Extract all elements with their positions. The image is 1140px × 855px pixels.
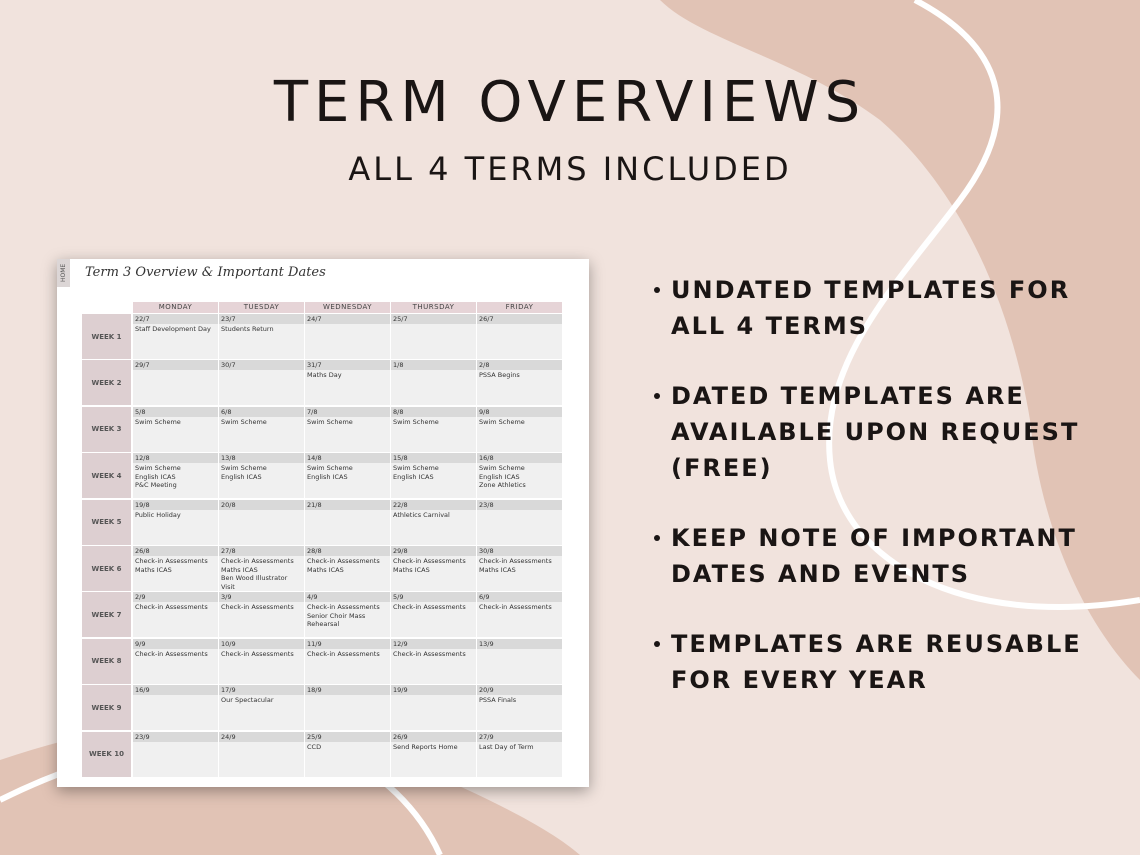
cell-date: 26/8 [133, 546, 218, 556]
day-header: MONDAY [133, 302, 218, 313]
cell-date: 31/7 [305, 360, 390, 370]
cell-date: 17/9 [219, 685, 304, 695]
cell-events: Check-in Assessments Senior Choir Mass Rehearsal [307, 603, 380, 629]
cell-date: 7/8 [305, 407, 390, 417]
page-subtitle: ALL 4 TERMS INCLUDED [348, 150, 792, 188]
cell-events [477, 324, 562, 326]
cell-events: Swim Scheme English ICAS Zone Athletics [479, 464, 526, 490]
cell-date: 25/9 [305, 732, 390, 742]
day-cell[interactable] [391, 546, 476, 591]
cell-date: 2/8 [477, 360, 562, 370]
cell-date: 5/8 [133, 407, 218, 417]
cell-date: 25/7 [391, 314, 476, 324]
cell-date: 12/8 [133, 453, 218, 463]
cell-events: Check-in Assessments Maths ICAS [307, 557, 380, 574]
day-cell[interactable] [219, 639, 304, 684]
cell-date: 21/8 [305, 500, 390, 510]
cell-events [477, 510, 562, 512]
week-label: WEEK 1 [82, 314, 131, 359]
day-cell[interactable] [477, 592, 562, 637]
cell-date: 29/7 [133, 360, 218, 370]
day-cell[interactable] [305, 592, 390, 637]
cell-date: 30/8 [477, 546, 562, 556]
bullet-dot-icon [654, 535, 660, 541]
cell-events [219, 370, 304, 372]
cell-date: 20/9 [477, 685, 562, 695]
cell-date: 2/9 [133, 592, 218, 602]
cell-events: Swim Scheme [479, 417, 525, 426]
cell-events [391, 370, 476, 372]
feature-item [652, 626, 1122, 698]
day-cell[interactable] [477, 685, 562, 730]
day-cell[interactable] [477, 500, 562, 545]
cell-date: 9/8 [477, 407, 562, 417]
cell-date: 10/9 [219, 639, 304, 649]
week-label: WEEK 10 [82, 732, 131, 777]
cell-events: Check-in Assessments [135, 603, 208, 612]
day-cell[interactable] [219, 360, 304, 405]
week-label: WEEK 3 [82, 407, 131, 452]
cell-date: 16/8 [477, 453, 562, 463]
cell-events [133, 695, 218, 697]
day-cell[interactable] [391, 639, 476, 684]
day-cell[interactable] [305, 639, 390, 684]
feature-text: TEMPLATES ARE REUSABLE FOR EVERY YEAR [671, 630, 1082, 694]
day-cell[interactable] [477, 546, 562, 591]
cell-events [133, 742, 218, 744]
day-cell[interactable] [219, 453, 304, 498]
day-cell[interactable] [305, 314, 390, 359]
cell-date: 16/9 [133, 685, 218, 695]
cell-date: 9/9 [133, 639, 218, 649]
cell-date: 22/8 [391, 500, 476, 510]
day-cell[interactable] [219, 732, 304, 777]
day-cell[interactable] [477, 639, 562, 684]
cell-date: 26/7 [477, 314, 562, 324]
cell-events: Swim Scheme English ICAS [221, 464, 267, 481]
week-label: WEEK 6 [82, 546, 131, 591]
day-cell[interactable] [305, 407, 390, 452]
week-label: WEEK 8 [82, 639, 131, 684]
cell-date: 30/7 [219, 360, 304, 370]
cell-date: 28/8 [305, 546, 390, 556]
day-cell[interactable] [391, 360, 476, 405]
cell-date: 23/9 [133, 732, 218, 742]
week-label: WEEK 5 [82, 500, 131, 545]
cell-events: Swim Scheme English ICAS [393, 464, 439, 481]
feature-item [652, 520, 1122, 592]
cell-date: 13/8 [219, 453, 304, 463]
day-cell[interactable] [391, 407, 476, 452]
cell-events: Check-in Assessments [135, 649, 208, 658]
cell-events: Staff Development Day [135, 325, 211, 333]
cell-events [305, 324, 390, 326]
week-label: WEEK 7 [82, 592, 131, 637]
cell-date: 22/7 [133, 314, 218, 324]
day-cell[interactable] [305, 500, 390, 545]
cell-date: 12/9 [391, 639, 476, 649]
day-cell[interactable] [477, 453, 562, 498]
day-cell[interactable] [391, 453, 476, 498]
cell-events [305, 510, 390, 512]
day-cell[interactable] [219, 407, 304, 452]
cell-events: PSSA Begins [479, 371, 520, 380]
cell-events: Swim Scheme English ICAS P&C Meeting [135, 464, 181, 490]
cell-date: 8/8 [391, 407, 476, 417]
day-header: TUESDAY [219, 302, 304, 313]
cell-events: Swim Scheme [221, 417, 267, 426]
day-cell[interactable] [391, 592, 476, 637]
cell-date: 26/9 [391, 732, 476, 742]
day-cell[interactable] [305, 360, 390, 405]
cell-events: Check-in Assessments [393, 649, 466, 658]
day-cell[interactable] [219, 685, 304, 730]
cell-date: 27/8 [219, 546, 304, 556]
day-cell[interactable] [133, 314, 218, 359]
day-cell[interactable] [133, 639, 218, 684]
cell-events [219, 510, 304, 512]
sheet-title: Term 3 Overview & Important Dates [85, 265, 326, 280]
day-cell[interactable] [477, 314, 562, 359]
page-title: TERM OVERVIEWS [273, 70, 867, 135]
day-cell[interactable] [305, 732, 390, 777]
day-cell[interactable] [133, 453, 218, 498]
cell-events: Swim Scheme [135, 417, 181, 426]
cell-events: Check-in Assessments [479, 603, 552, 612]
cell-events: Check-in Assessments [221, 649, 294, 658]
cell-date: 1/8 [391, 360, 476, 370]
cell-date: 19/9 [391, 685, 476, 695]
cell-events: Check-in Assessments [307, 649, 380, 658]
cell-date: 6/8 [219, 407, 304, 417]
feature-item [652, 272, 1122, 344]
cell-date: 20/8 [219, 500, 304, 510]
cell-events: Swim Scheme [393, 417, 439, 426]
cell-events: Check-in Assessments Maths ICAS Ben Wood Illustrator Visit [221, 557, 294, 591]
cell-events [391, 695, 476, 697]
cell-date: 13/9 [477, 639, 562, 649]
cell-events: Public Holiday [135, 510, 181, 519]
cell-events: Athletics Carnival [393, 510, 450, 519]
day-cell[interactable] [305, 453, 390, 498]
day-cell[interactable] [391, 685, 476, 730]
cell-events [391, 324, 476, 326]
feature-list [652, 272, 1122, 732]
feature-text: UNDATED TEMPLATES FOR ALL 4 TERMS [671, 276, 1071, 340]
cell-date: 23/8 [477, 500, 562, 510]
day-cell[interactable] [133, 732, 218, 777]
week-label: WEEK 9 [82, 685, 131, 730]
cell-events: Our Spectacular [221, 696, 274, 705]
day-cell[interactable] [133, 546, 218, 591]
day-header: WEDNESDAY [305, 302, 390, 313]
day-cell[interactable] [305, 546, 390, 591]
day-cell[interactable] [133, 500, 218, 545]
cell-events: CCD [307, 742, 322, 751]
cell-events [305, 695, 390, 697]
cell-date: 5/9 [391, 592, 476, 602]
cell-date: 18/9 [305, 685, 390, 695]
day-cell[interactable] [219, 592, 304, 637]
day-cell[interactable] [133, 360, 218, 405]
day-cell[interactable] [219, 500, 304, 545]
day-cell[interactable] [477, 732, 562, 777]
cell-events: Swim Scheme English ICAS [307, 464, 353, 481]
cell-events: Last Day of Term [479, 742, 534, 751]
cell-events: Send Reports Home [393, 742, 458, 751]
cell-date: 15/8 [391, 453, 476, 463]
day-cell[interactable] [391, 500, 476, 545]
cell-date: 19/8 [133, 500, 218, 510]
day-header: THURSDAY [391, 302, 476, 313]
week-label: WEEK 4 [82, 453, 131, 498]
cell-date: 6/9 [477, 592, 562, 602]
week-label: WEEK 2 [82, 360, 131, 405]
bullet-dot-icon [654, 393, 660, 399]
cell-date: 4/9 [305, 592, 390, 602]
cell-events: Students Return [221, 325, 274, 333]
cell-events [133, 370, 218, 372]
cell-events: Check-in Assessments Maths ICAS [393, 557, 466, 574]
cell-events: Check-in Assessments [393, 603, 466, 612]
cell-date: 27/9 [477, 732, 562, 742]
cell-events [477, 649, 562, 651]
term-overview-sheet [57, 259, 589, 787]
bullet-dot-icon [654, 641, 660, 647]
cell-events: Swim Scheme [307, 417, 353, 426]
cell-events: Check-in Assessments Maths ICAS [135, 557, 208, 574]
cell-date: 11/9 [305, 639, 390, 649]
cell-date: 24/9 [219, 732, 304, 742]
day-cell[interactable] [133, 592, 218, 637]
feature-text: KEEP NOTE OF IMPORTANT DATES AND EVENTS [671, 524, 1077, 588]
day-cell[interactable] [391, 314, 476, 359]
day-cell[interactable] [133, 685, 218, 730]
cell-date: 14/8 [305, 453, 390, 463]
day-cell[interactable] [305, 685, 390, 730]
cell-events: Maths Day [307, 371, 342, 380]
bullet-dot-icon [654, 287, 660, 293]
feature-item [652, 378, 1122, 486]
day-cell[interactable] [477, 360, 562, 405]
cell-date: 29/8 [391, 546, 476, 556]
cell-date: 24/7 [305, 314, 390, 324]
home-tab[interactable]: HOME [57, 259, 70, 287]
day-cell[interactable] [391, 732, 476, 777]
day-cell[interactable] [219, 546, 304, 591]
cell-date: 3/9 [219, 592, 304, 602]
cell-events [219, 742, 304, 744]
cell-events: Check-in Assessments [221, 603, 294, 612]
cell-events: PSSA Finals [479, 696, 517, 705]
cell-events: Check-in Assessments Maths ICAS [479, 557, 552, 574]
day-header: FRIDAY [477, 302, 562, 313]
feature-text: DATED TEMPLATES ARE AVAILABLE UPON REQUEST (FREE) [671, 382, 1080, 482]
cell-date: 23/7 [219, 314, 304, 324]
day-cell[interactable] [477, 407, 562, 452]
day-cell[interactable] [219, 314, 304, 359]
day-cell[interactable] [133, 407, 218, 452]
